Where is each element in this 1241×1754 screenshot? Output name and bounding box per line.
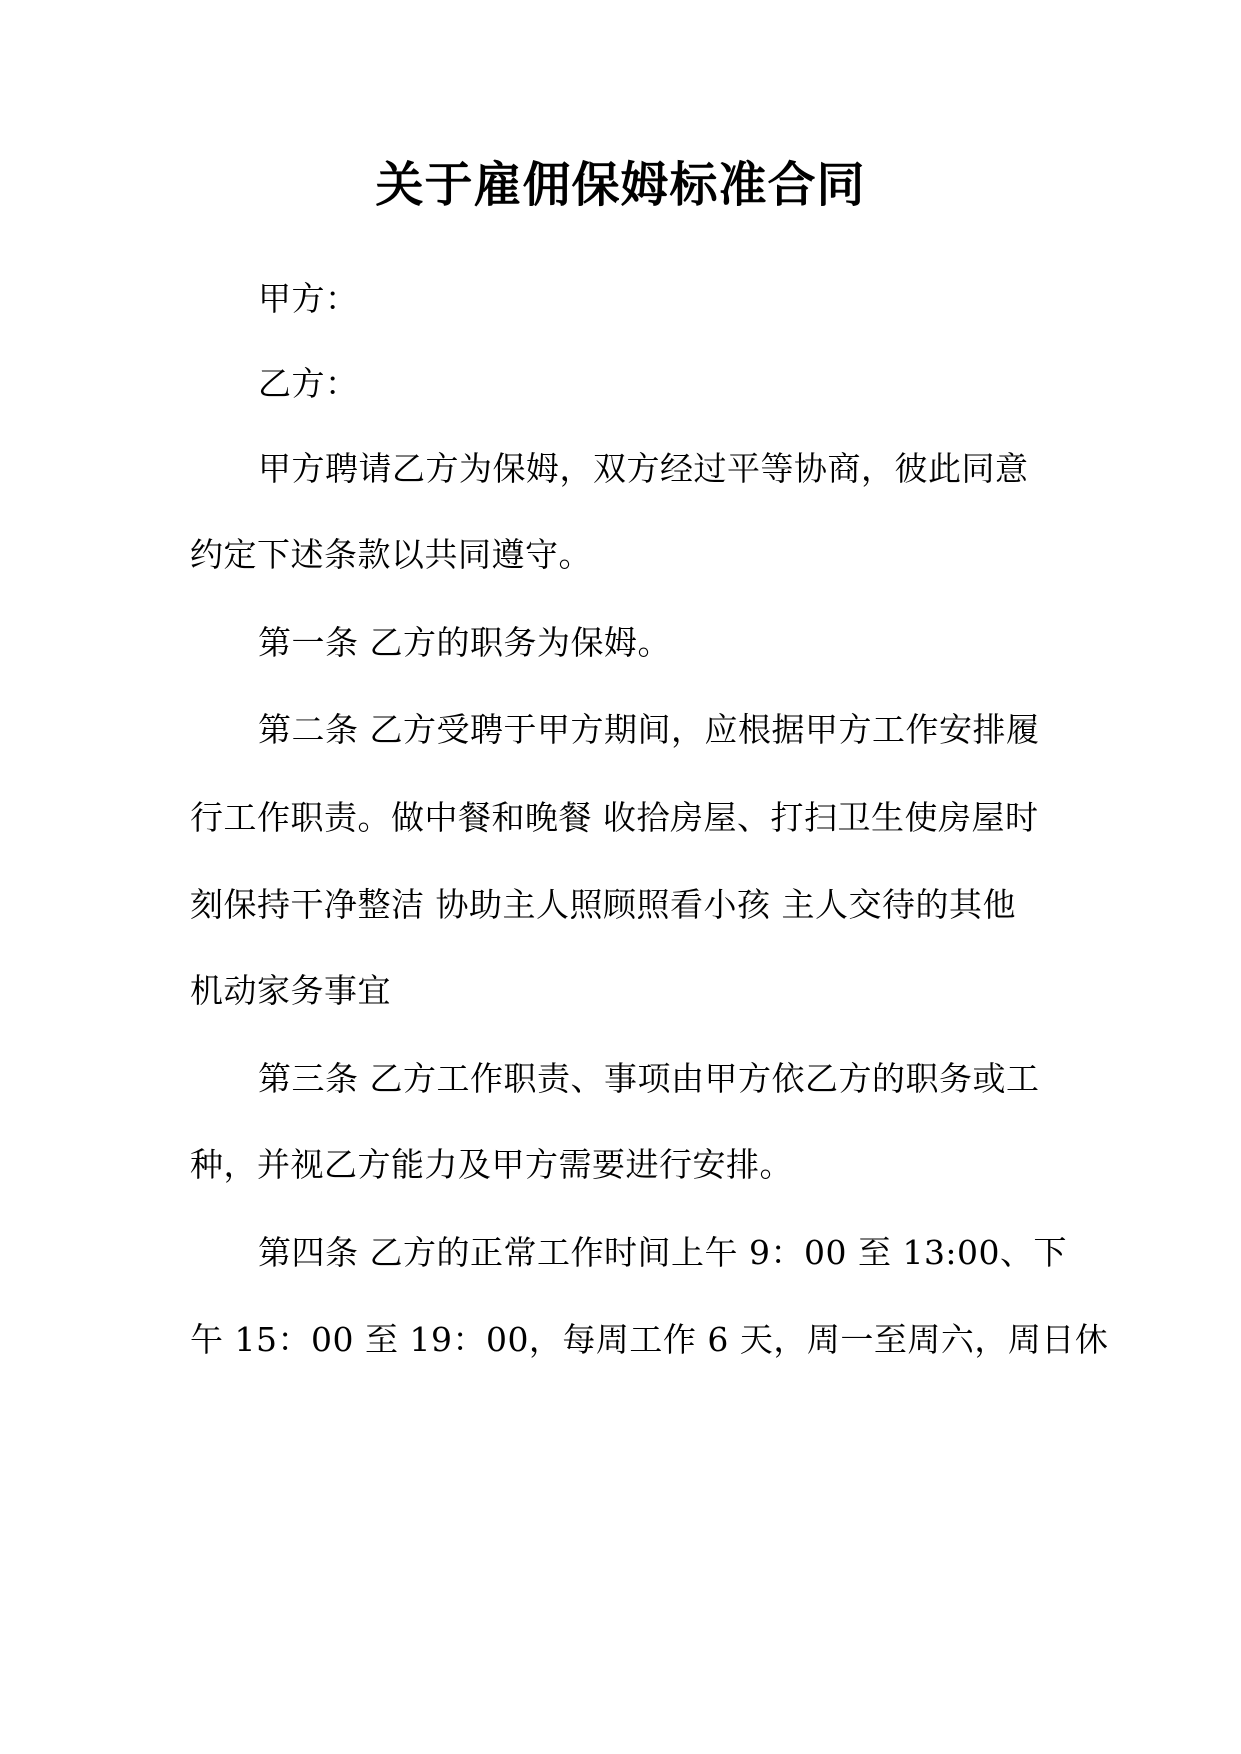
clause-3-line: 种，并视乙方能力及甲方需要进行安排。 xyxy=(190,1145,793,1184)
clause-2-line: 机动家务事宜 xyxy=(190,971,391,1010)
clause-4-line: 第四条 乙方的正常工作时间上午 9：00 至 13:00、下 xyxy=(258,1233,1068,1272)
clause-2-line: 第二条 乙方受聘于甲方期间，应根据甲方工作安排履 xyxy=(258,710,1040,749)
party-a-label: 甲方： xyxy=(258,279,359,318)
clause-2-line: 刻保持干净整洁 协助主人照顾照看小孩 主人交待的其他 xyxy=(190,885,1016,924)
clause-1-line: 第一条 乙方的职务为保姆。 xyxy=(258,623,671,662)
paragraph-line: 约定下述条款以共同遵守。 xyxy=(190,535,592,574)
clause-2-line: 行工作职责。做中餐和晚餐 收拾房屋、打扫卫生使房屋时 xyxy=(190,798,1039,837)
document-title: 关于雇佣保姆标准合同 xyxy=(375,157,866,213)
clause-3-line: 第三条 乙方工作职责、事项由甲方依乙方的职务或工 xyxy=(258,1059,1040,1098)
party-b-label: 乙方： xyxy=(258,364,359,403)
clause-4-line: 午 15：00 至 19：00，每周工作 6 天，周一至周六，周日休 xyxy=(190,1320,1109,1359)
paragraph-line: 甲方聘请乙方为保姆，双方经过平等协商，彼此同意 xyxy=(258,449,1029,488)
